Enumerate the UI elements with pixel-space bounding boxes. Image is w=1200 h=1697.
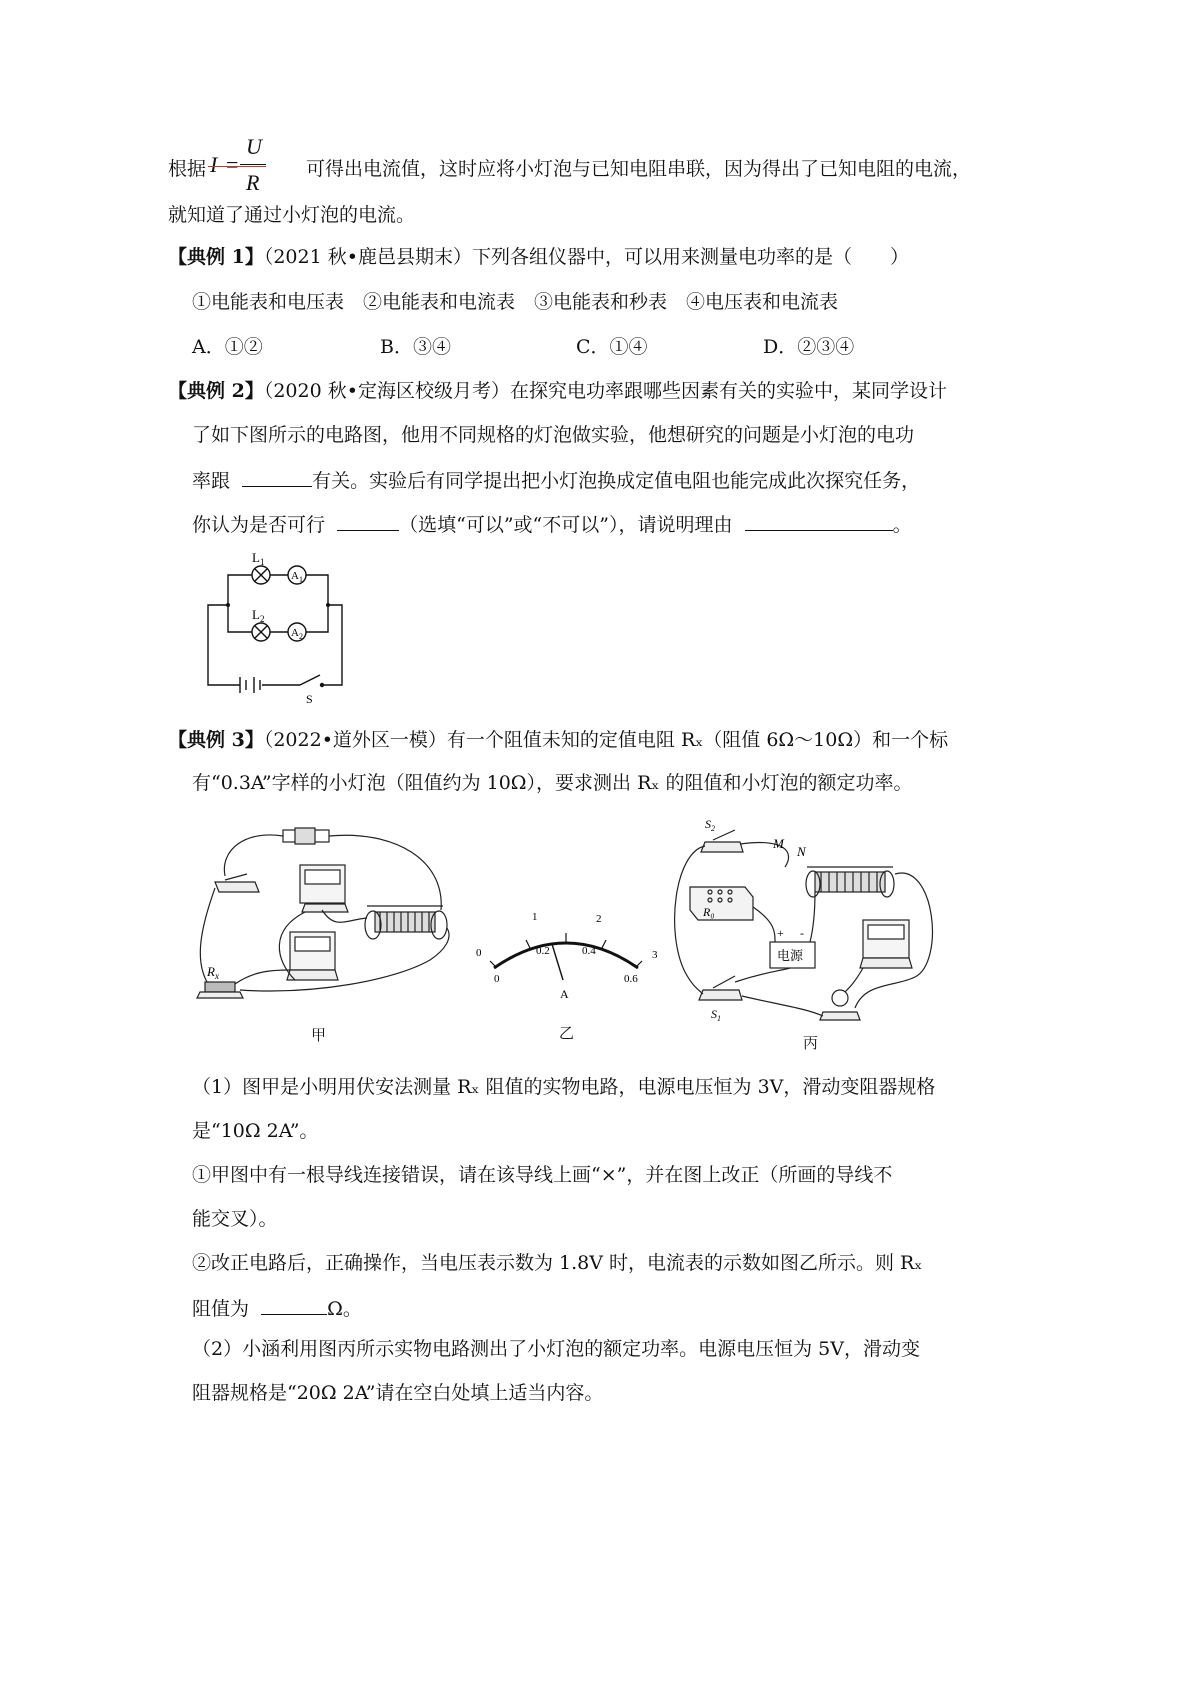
- q2-line-1: （2）小涵利用图丙所示实物电路测出了小灯泡的额定功率。电源电压恒为 5V，滑动变: [192, 1338, 920, 1360]
- example1-stem: [168, 244, 909, 270]
- example2-tag: 【典例 2】: [168, 380, 264, 402]
- circuit-a1-label: A: [291, 570, 299, 582]
- svg-text:L2: [252, 607, 264, 624]
- example2-text-3b: 有关。实验后有同学提出把小灯泡换成定值电阻也能完成此次探究任务，: [312, 470, 921, 492]
- example2-text-4c: 。: [892, 514, 912, 536]
- q1a-line-1: ①甲图中有一根导线连接错误，请在该导线上画“×”，并在图上改正（所画的导线不: [192, 1164, 893, 1186]
- intro-line-1: [168, 156, 971, 182]
- example3-text-1: （2022•道外区一模）有一个阻值未知的定值电阻 Rₓ（阻值 6Ω～10Ω）和一个标: [263, 729, 949, 751]
- bing-s1-label: $S_1$: [711, 1007, 721, 1023]
- formula-fraction-bar: [240, 164, 266, 165]
- example2-line-1: [168, 378, 947, 404]
- meter-top-0: 0: [476, 947, 482, 959]
- circuit-l1-label: L: [252, 550, 260, 565]
- example1-option-d: D．②③④: [763, 336, 855, 358]
- meter-bottom-2: 0.4: [582, 945, 596, 957]
- circuit-l1-sub: 1: [259, 557, 265, 567]
- meter-bottom-3: 0.6: [624, 973, 638, 985]
- formula-R: R: [246, 170, 260, 195]
- formula-I: I: [210, 152, 218, 177]
- svg-text:L1: [252, 550, 264, 567]
- meter-bottom-1: 0.2: [536, 945, 550, 957]
- example2-blank-2[interactable]: [337, 510, 399, 531]
- intro-line1-rest: 可得出电流值，这时应将小灯泡与已知电阻串联，因为得出了已知电阻的电流，: [306, 158, 972, 180]
- bing-m-label: M: [773, 836, 784, 851]
- circuit-a2-sub: 2: [298, 632, 303, 641]
- example2-text-3a: 率跟: [192, 470, 231, 492]
- meter-top-3: 3: [652, 949, 658, 961]
- svg-text:A2: [291, 627, 303, 641]
- figure-bing-circuit: [665, 812, 940, 1027]
- bing-power-label: 电源: [777, 948, 804, 963]
- example1-option-c: C．①④: [576, 336, 648, 358]
- meter-bottom-0: 0: [494, 973, 500, 985]
- example1-option-b: B．③④: [380, 336, 451, 358]
- bing-minus: -: [800, 926, 804, 940]
- circuit-l2-label: L: [252, 607, 260, 622]
- example2-text-4a: 你认为是否可行: [192, 514, 326, 536]
- q1b-blank[interactable]: [261, 1294, 327, 1315]
- example1-text: （2021 秋•鹿邑县期末）下列各组仪器中，可以用来测量电功率的是（ ）: [263, 246, 909, 268]
- jia-rx-label: $R_x$: [207, 964, 219, 981]
- meter-top-2: 2: [596, 913, 602, 925]
- circuit-a1-sub: 1: [298, 575, 303, 584]
- bing-n-label: N: [797, 844, 806, 859]
- example2-circuit-diagram: [200, 545, 360, 705]
- formula-eq: =: [226, 152, 239, 177]
- example2-blank-3[interactable]: [745, 510, 893, 531]
- q1b-text-b: Ω。: [327, 1298, 362, 1320]
- example3-line-2: 有“0.3A”字样的小灯泡（阻值约为 10Ω），要求测出 Rₓ 的阻值和小灯泡的额定功率。: [192, 772, 913, 794]
- example2-line-4: [192, 510, 912, 538]
- example2-text-4b: （选填“可以”或“不可以”），请说明理由: [399, 514, 733, 536]
- circuit-s-label: S: [306, 692, 313, 705]
- q1-line-1: （1）图甲是小明用伏安法测量 Rₓ 阻值的实物电路，电源电压恒为 3V，滑动变阻器规格: [192, 1076, 936, 1098]
- q1b-text-a: 阻值为: [192, 1298, 250, 1320]
- q2-line-2: 阻器规格是“20Ω 2A”请在空白处填上适当内容。: [192, 1382, 604, 1404]
- example2-line-3: [192, 466, 920, 494]
- circuit-l2-sub: 2: [259, 614, 265, 624]
- bing-plus: +: [777, 926, 784, 940]
- svg-text:A1: [291, 570, 303, 584]
- circuit-a2-label: A: [291, 627, 299, 639]
- formula-U: U: [246, 134, 262, 159]
- example1-tag: 【典例 1】: [168, 246, 264, 268]
- intro-prefix: 根据: [168, 158, 207, 180]
- q1-line-2: 是“10Ω 2A”。: [192, 1120, 319, 1142]
- q1b-line-2: [192, 1294, 362, 1322]
- figure-jia-caption: 甲: [311, 1026, 327, 1044]
- example1-items: ①电能表和电压表 ②电能表和电流表 ③电能表和秒表 ④电压表和电流表: [192, 291, 839, 313]
- formula-strike: [208, 166, 266, 167]
- figure-jia-circuit: [195, 820, 470, 1005]
- example2-text-1: （2020 秋•定海区校级月考）在探究电功率跟哪些因素有关的实验中，某同学设计: [263, 380, 947, 402]
- meter-top-1: 1: [532, 911, 538, 923]
- example1-option-a: A．①②: [192, 336, 263, 358]
- q1b-line-1: ②改正电路后，正确操作，当电压表示数为 1.8V 时，电流表的示数如图乙所示。则 Rₓ: [192, 1252, 923, 1274]
- example3-tag: 【典例 3】: [168, 729, 264, 751]
- figure-bing-caption: 丙: [803, 1034, 819, 1052]
- figure-yi-caption: 乙: [559, 1024, 575, 1042]
- example2-blank-1[interactable]: [242, 466, 312, 487]
- example3-line-1: [168, 727, 948, 753]
- q1a-line-2: 能交叉）。: [192, 1208, 278, 1230]
- bing-s2-label: $S_2$: [705, 817, 715, 833]
- intro-line-2: 就知道了通过小灯泡的电流。: [168, 204, 416, 226]
- figure-yi-meter: [468, 900, 668, 1010]
- bing-r0-label: R₀: [703, 905, 715, 919]
- meter-unit: A: [560, 987, 569, 1001]
- example2-line-2: 了如下图所示的电路图，他用不同规格的灯泡做实验，他想研究的问题是小灯泡的电功: [192, 424, 915, 446]
